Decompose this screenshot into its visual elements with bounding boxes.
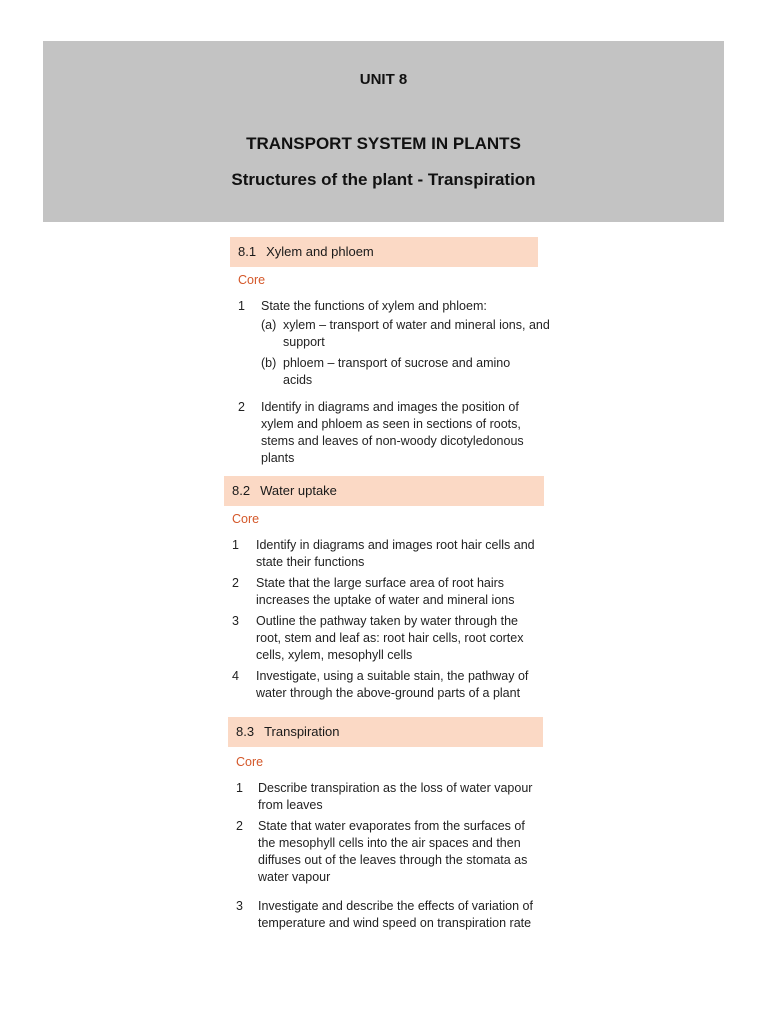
section-heading	[228, 717, 543, 747]
unit-number: UNIT 8	[359, 71, 408, 88]
subitem-label: (a)	[261, 318, 277, 332]
item-text: State that water evaporates from the surfaces of the mesophyll cells into the air spaces and then diffuses out of the leaves through the stomata as water vapour	[258, 819, 528, 884]
subitem-text: phloem – transport of sucrose and amino acids	[283, 356, 511, 387]
item-text: State that the large surface area of root hairs increases the uptake of water and mineral ions	[256, 576, 515, 607]
section-title: Transpiration	[264, 724, 340, 739]
item-text: Investigate, using a suitable stain, the pathway of water through the above-ground parts of a plant	[256, 669, 529, 700]
page-title: TRANSPORT SYSTEM IN PLANTS	[246, 134, 521, 153]
section-number: 8.2	[232, 483, 251, 498]
list-item	[236, 898, 543, 932]
list-item	[238, 399, 531, 467]
item-number: 1	[232, 538, 239, 552]
list-item	[236, 818, 543, 886]
list-subitem	[261, 317, 553, 351]
list-item	[238, 298, 538, 315]
list-subitem	[261, 355, 533, 389]
list-item	[236, 780, 543, 814]
section-8-2	[224, 476, 544, 702]
subitem-label: (b)	[261, 356, 277, 370]
section-8-3	[228, 717, 543, 932]
core-label: Core	[232, 512, 260, 526]
item-number: 4	[232, 669, 239, 683]
section-heading	[224, 476, 544, 506]
item-text: Outline the pathway taken by water through the root, stem and leaf as: root hair cells, root cortex cells, xylem, mesophyll cells	[256, 614, 524, 662]
item-text: Identify in diagrams and images root hair cells and state their functions	[256, 538, 535, 569]
item-number: 3	[236, 899, 243, 913]
section-8-1	[230, 237, 550, 467]
list-item	[232, 537, 540, 571]
item-text: Identify in diagrams and images the position of xylem and phloem as seen in sections of roots, stems and leaves of non-woody dicotyledonous plants	[261, 400, 524, 465]
item-number: 2	[238, 400, 245, 414]
page-subtitle: Structures of the plant - Transpiration	[231, 170, 536, 189]
list-item	[232, 613, 544, 664]
list-item	[232, 668, 544, 702]
item-text: Describe transpiration as the loss of water vapour from leaves	[258, 781, 533, 812]
item-number: 1	[238, 299, 245, 313]
item-number: 1	[236, 781, 243, 795]
list-item	[232, 575, 540, 609]
section-number: 8.1	[238, 244, 257, 259]
item-number: 3	[232, 614, 239, 628]
section-number: 8.3	[236, 724, 255, 739]
section-title: Xylem and phloem	[266, 244, 374, 259]
item-number: 2	[232, 576, 239, 590]
core-label: Core	[238, 273, 266, 287]
subitem-text: xylem – transport of water and mineral ions, and support	[283, 318, 550, 349]
core-label: Core	[236, 755, 264, 769]
item-text: State the functions of xylem and phloem:	[261, 299, 487, 313]
section-title: Water uptake	[260, 483, 337, 498]
unit-banner	[43, 41, 724, 222]
item-text: Investigate and describe the effects of variation of temperature and wind speed on transpiration rate	[258, 899, 533, 930]
item-number: 2	[236, 819, 243, 833]
section-heading	[230, 237, 538, 267]
